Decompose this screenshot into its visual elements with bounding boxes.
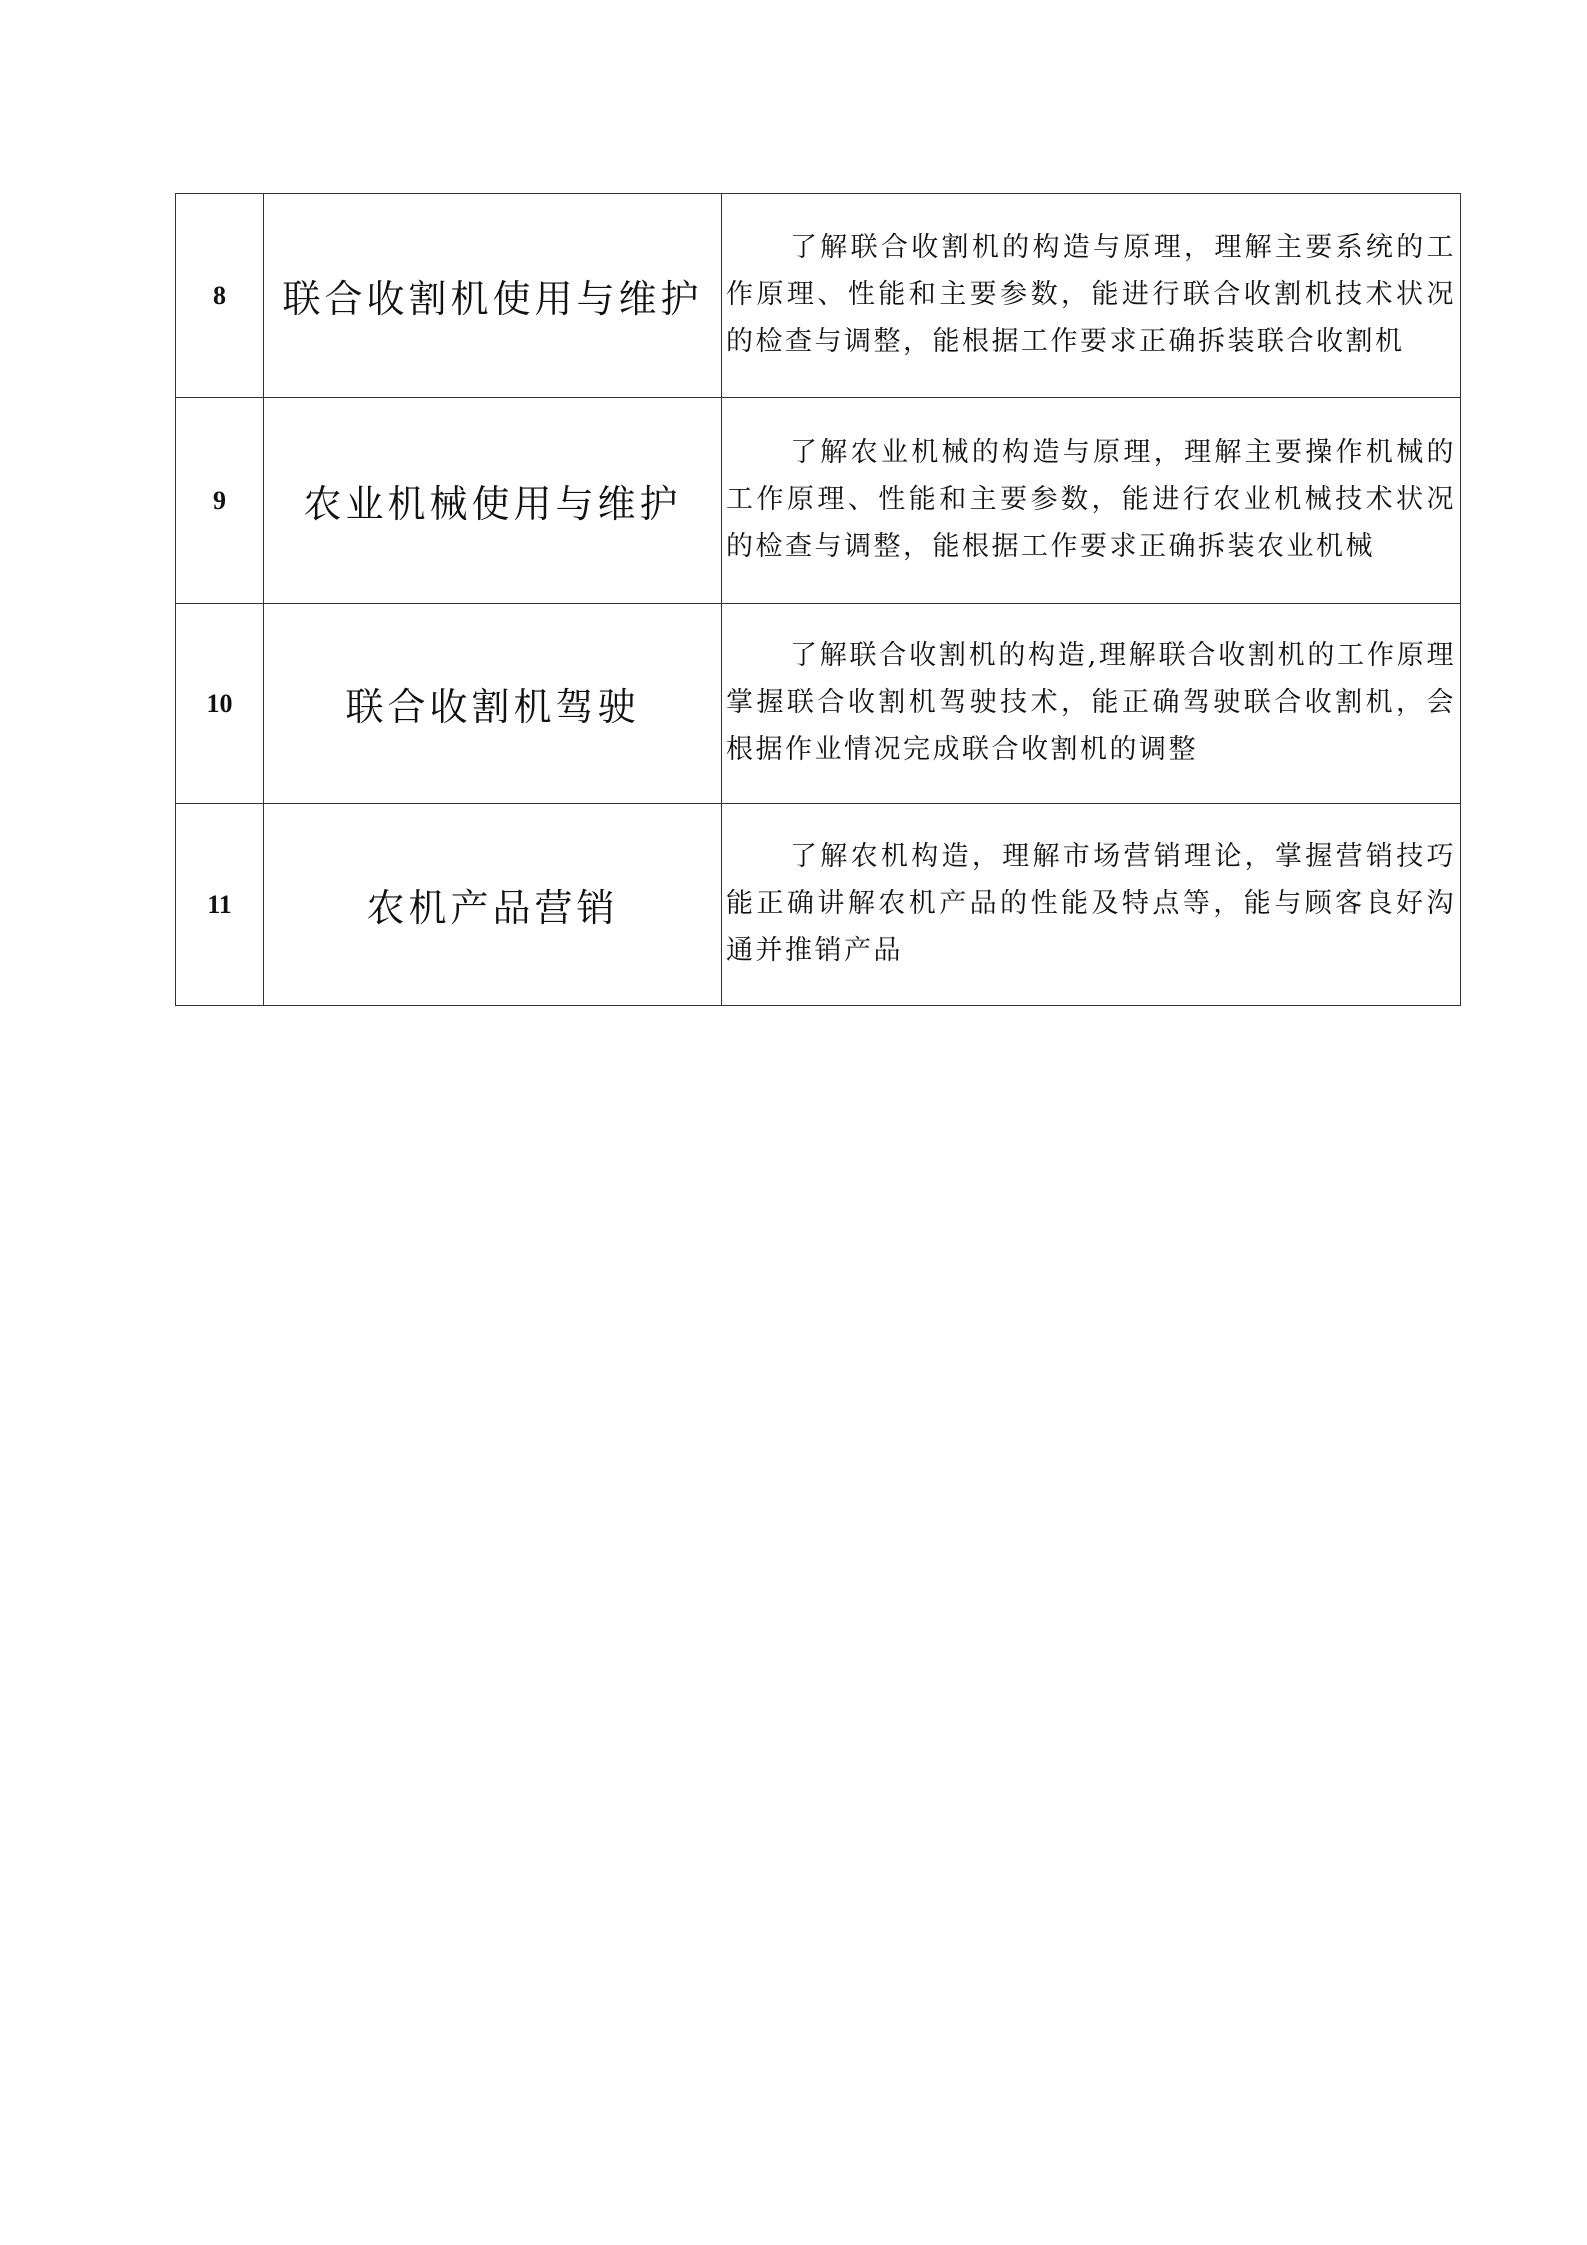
course-description: 了解农机构造，理解市场营销理论，掌握营销技巧能正确讲解农机产品的性能及特点等，能与顾客良好沟通并推销产品 [722,804,1461,1006]
course-name: 联合收割机使用与维护 [264,194,722,398]
row-number: 11 [176,804,264,1006]
table-row [176,194,1461,398]
table-row [176,804,1461,1006]
table-row [176,604,1461,804]
course-description: 了解联合收割机的构造与原理，理解主要系统的工作原理、性能和主要参数，能进行联合收割机技术状况的检查与调整，能根据工作要求正确拆装联合收割机 [722,194,1461,398]
course-name: 联合收割机驾驶 [264,604,722,804]
course-name: 农机产品营销 [264,804,722,1006]
course-name: 农业机械使用与维护 [264,398,722,604]
course-description: 了解农业机械的构造与原理，理解主要操作机械的工作原理、性能和主要参数，能进行农业机械技术状况的检查与调整，能根据工作要求正确拆装农业机械 [722,398,1461,604]
row-number: 10 [176,604,264,804]
row-number: 8 [176,194,264,398]
course-table [175,193,1461,1006]
row-number: 9 [176,398,264,604]
course-description: 了解联合收割机的构造,理解联合收割机的工作原理掌握联合收割机驾驶技术，能正确驾驶联合收割机，会根据作业情况完成联合收割机的调整 [722,604,1461,804]
table-row [176,398,1461,604]
